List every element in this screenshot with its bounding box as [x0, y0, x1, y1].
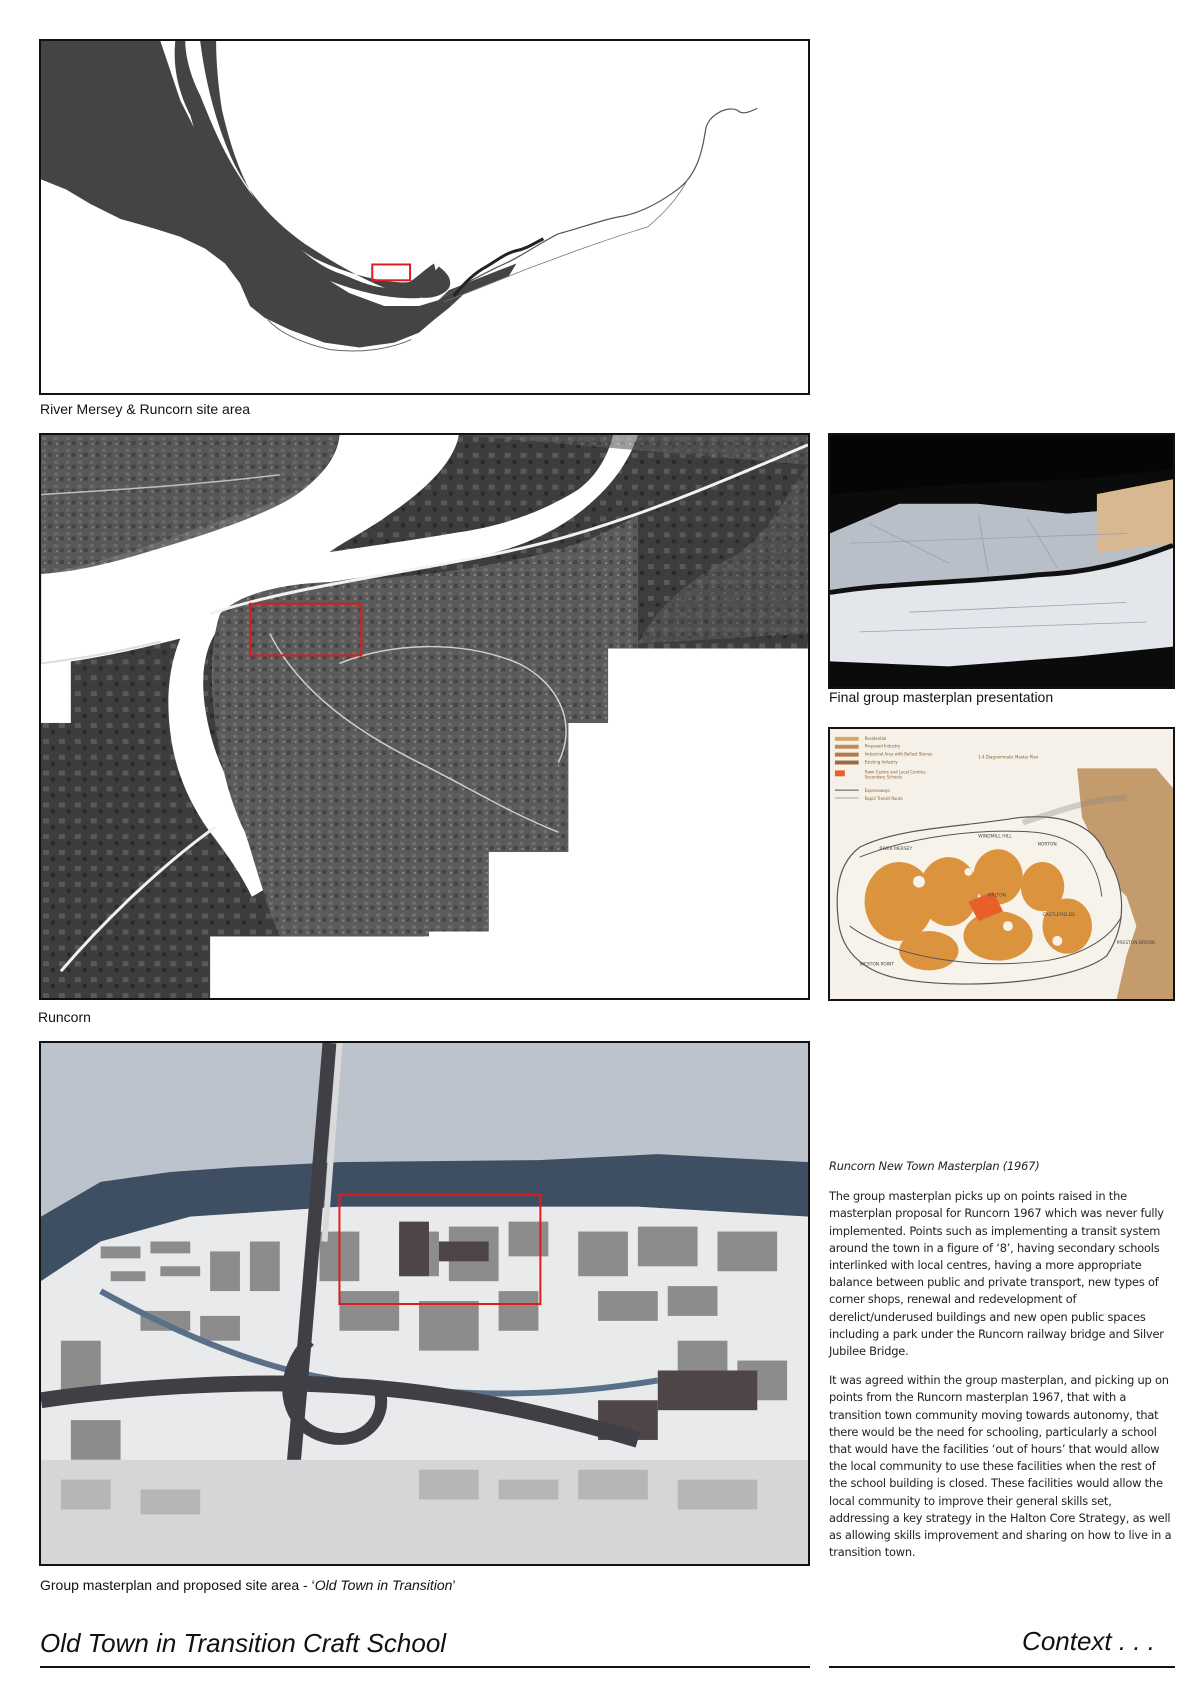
label-norton: NORTON: [1037, 842, 1057, 848]
footer-context-bar: [829, 1626, 1175, 1668]
paragraph-2: It was agreed within the group masterplan, and picking up on points from the Runcorn masterplan 1967, that with a transition town community moving towards autonomy, that there would be the need for schooling, particularly a school that would have the facilities ‘out of hours’ that would allow the local community to use these facilities when the rest of the school building is closed. These facilities would allow the local community to improve their general skills set, addressing a key strategy in the Halton Core Strategy, as well as allowing skills improvement and sharing on how to live in a transition town.: [829, 1373, 1172, 1560]
caption-final-group: Final group masterplan presentation: [829, 689, 1054, 705]
river-mersey-map: [39, 39, 810, 395]
masterplan-description: [829, 1158, 1175, 1573]
legend-item-6: Secondary Schools: [864, 774, 902, 780]
presentation-photo: [828, 433, 1175, 689]
footer-context: Context . . .: [1022, 1626, 1155, 1656]
label-castlefields: CASTLEFIELDS: [1042, 913, 1075, 919]
site-highlight-box: [372, 264, 410, 280]
text-title: Runcorn New Town Masterplan (1967): [829, 1159, 1040, 1173]
legend-item-7: Expressways: [864, 788, 891, 794]
caption-river-mersey: River Mersey & Runcorn site area: [40, 401, 251, 417]
legend-item-2: Proposed Industry: [864, 743, 901, 749]
legend-item-1: Residential: [864, 735, 887, 741]
label-preston-brook: PRESTON BROOK: [1116, 940, 1156, 946]
caption-runcorn: Runcorn: [38, 1009, 91, 1025]
legend-item-5: Town Centre and Local Centres: [864, 769, 926, 775]
caption-group-masterplan-italic: Old Town in Transition: [314, 1577, 453, 1593]
legend-item-8: Rapid Transit Route: [864, 795, 903, 801]
footer-title: Old Town in Transition Craft School: [40, 1628, 447, 1658]
paragraph-1: The group masterplan picks up on points raised in the masterplan proposal for Runcorn 1967 which was never fully implemented. Points such as implementing a transit system around the town in a figure of ‘8’, having secondary schools interlinked with local centres, having a more appropriate balance between public and private transport, new types of corner shops, renewal and redevelopment of derelict/underused buildings and new open public spaces including a park under the Runcorn railway bridge and Silver Jubilee Bridge.: [829, 1189, 1164, 1359]
runcorn-aerial-map: [39, 433, 810, 1000]
masterplan-1967-diagram: [828, 727, 1175, 1001]
legend-item-4: Existing Industry: [864, 759, 898, 765]
label-halton: HALTON: [988, 893, 1006, 899]
caption-group-masterplan-prefix: Group masterplan and proposed site area - ‘: [40, 1577, 315, 1593]
legend-item-3: Industrial Area with Ballast Stones: [864, 751, 933, 757]
label-river-mersey: RIVER MERSEY: [879, 847, 913, 853]
label-weston-point: WESTON POINT: [859, 962, 895, 968]
label-windmill-hill: WINDMILL HILL: [978, 834, 1012, 840]
map-1967-heading: 1.4 Diagrammatic Master Plan: [978, 754, 1039, 760]
group-masterplan-map: [39, 1041, 810, 1566]
footer-title-bar: [40, 1626, 810, 1668]
caption-group-masterplan-suffix: ’: [452, 1577, 456, 1593]
caption-group-masterplan: [40, 1577, 456, 1593]
